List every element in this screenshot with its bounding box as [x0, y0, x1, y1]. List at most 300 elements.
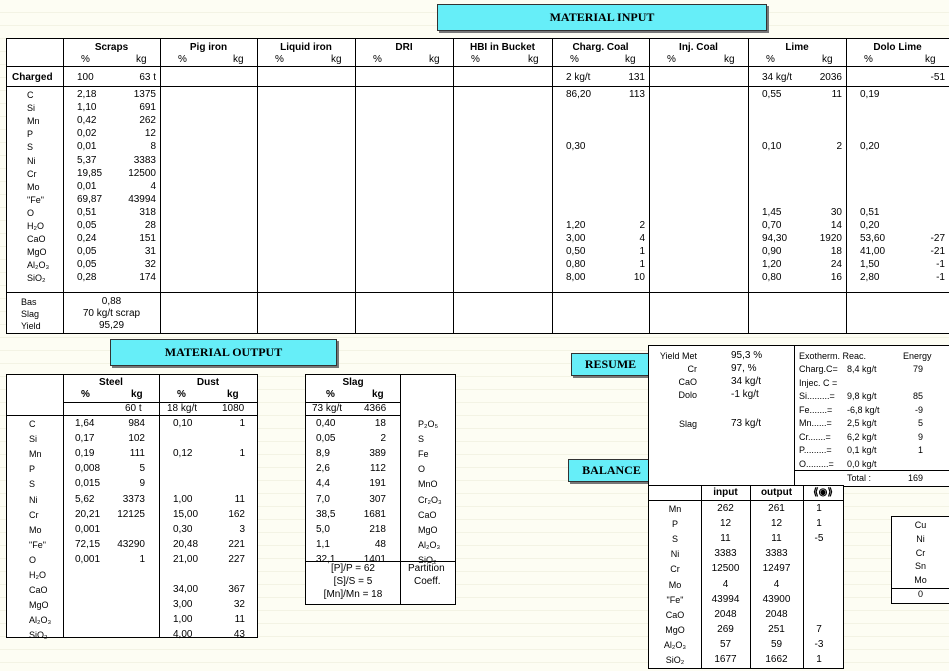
slag-compound-label: Fe — [418, 449, 429, 460]
input-cell: 30 — [830, 206, 842, 218]
steel-dust-cell: 1,00 — [173, 493, 193, 505]
element-label: S — [27, 142, 34, 153]
steel-dust-cell: 0,19 — [75, 448, 95, 460]
exotherm-value: 0,0 kg/t — [847, 458, 877, 469]
input-cell: 691 — [139, 102, 156, 114]
steel-dust-cell: 102 — [128, 433, 145, 445]
input-cell: 0,51 — [860, 206, 880, 218]
grid-line — [552, 39, 553, 333]
input-cell: 0,42 — [77, 115, 97, 127]
balance-delta-value: -5 — [814, 533, 824, 545]
balance-input-value: 12500 — [711, 563, 740, 575]
total-label: Total : — [847, 473, 872, 483]
input-cell: 1,45 — [762, 206, 782, 218]
slag-pct: 0,05 — [316, 433, 336, 445]
input-cell: 1,10 — [77, 102, 97, 114]
input-cell: 0,30 — [566, 141, 586, 153]
input-cell: 12500 — [128, 167, 156, 179]
steel-dust-cell: 5,62 — [75, 493, 95, 505]
grid-line — [892, 588, 949, 589]
element-label: "Fe" — [666, 594, 684, 605]
material-input-table — [6, 38, 949, 334]
exotherm-label: Charg.C= — [799, 364, 838, 374]
steel-dust-cell: 72,15 — [75, 538, 101, 550]
element-label: S — [29, 479, 36, 490]
input-cell: 12 — [144, 128, 156, 140]
element-label: SiO₂ — [29, 630, 48, 641]
balance-output-value: 1662 — [765, 654, 788, 665]
input-cell: 1,20 — [566, 220, 586, 231]
slag-kg-value: 307 — [369, 493, 386, 505]
charged-value: 2036 — [819, 72, 842, 83]
input-cell: 94,30 — [762, 233, 788, 245]
steel-dust-cell: 1,00 — [173, 614, 193, 626]
slag-compound-label: MnO — [418, 479, 438, 490]
slag-table — [305, 374, 456, 605]
resume-label: CaO — [678, 377, 697, 387]
slag-kg-value: 1681 — [363, 508, 386, 520]
balance-input-header: input — [713, 487, 738, 498]
input-cell: 0,19 — [860, 89, 880, 100]
footer-value: 70 kg/t scrap — [82, 308, 141, 319]
steel-dust-cell: 0,30 — [173, 523, 193, 535]
slag-kg-value: 218 — [369, 523, 386, 535]
slag-kg-value: 389 — [369, 448, 386, 460]
pct-subheader: % — [864, 54, 873, 65]
slag-kg-value: 2 — [380, 433, 386, 445]
steel-dust-cell: 15,00 — [173, 508, 199, 520]
pct-subheader: % — [570, 54, 579, 65]
resume-label: Cr — [687, 364, 697, 374]
exotherm-value: 6,2 kg/t — [847, 431, 877, 442]
grid-line — [748, 39, 749, 333]
input-cell: 24 — [830, 259, 842, 271]
energy-value: 85 — [912, 391, 923, 401]
balance-output-value: 12497 — [762, 563, 791, 575]
element-label: P — [671, 519, 678, 530]
input-cell: 113 — [629, 89, 645, 100]
side-list-item: Mo — [914, 575, 927, 586]
element-label: CaO — [665, 609, 685, 620]
kg-subheader: kg — [227, 389, 239, 400]
resume-value: 95,3 % — [731, 350, 763, 361]
charged-value: 34 kg/t — [762, 72, 793, 83]
side-list-item: 0 — [917, 589, 923, 599]
balance-input-value: 269 — [717, 623, 734, 635]
kg-subheader: kg — [724, 54, 735, 65]
charged-value: 2 kg/t — [566, 72, 591, 83]
input-column-header: Inj. Coal — [679, 42, 718, 53]
side-list-item: Ni — [916, 533, 925, 544]
input-cell: 0,20 — [860, 141, 880, 153]
pct-subheader: % — [81, 54, 90, 65]
slag-compound-label: CaO — [418, 509, 437, 520]
resume-value: 73 kg/t — [731, 418, 762, 429]
input-cell: 69,87 — [77, 193, 103, 205]
input-cell: 174 — [139, 272, 156, 284]
balance-delta-value: -3 — [814, 638, 824, 650]
dust-kg: 1080 — [222, 403, 245, 414]
grid-line — [7, 292, 949, 293]
steel-dust-cell: 0,001 — [75, 523, 101, 535]
steel-dust-cell: 20,21 — [75, 508, 101, 520]
kg-subheader: kg — [925, 54, 936, 65]
energy-value: 9 — [917, 431, 923, 442]
footer-label: Yield — [21, 321, 41, 331]
balance-output-value: 3383 — [765, 548, 788, 560]
exotherm-value: 0,1 kg/t — [847, 445, 877, 455]
resume-header: RESUME — [571, 353, 650, 376]
input-column-header: Scraps — [94, 42, 129, 53]
input-cell: 151 — [139, 233, 156, 245]
steel-dust-cell: 3 — [239, 523, 245, 535]
element-label: H₂O — [27, 221, 44, 231]
kg-subheader: kg — [136, 54, 147, 65]
grid-line — [160, 39, 161, 333]
input-cell: 0,20 — [860, 220, 880, 231]
element-label: Mo — [29, 524, 42, 535]
balance-output-value: 261 — [768, 503, 785, 514]
steel-dust-cell: 0,008 — [75, 463, 101, 475]
steel-title: Steel — [99, 377, 123, 388]
input-cell: 86,20 — [566, 89, 592, 100]
balance-output-value: 4 — [773, 578, 780, 590]
balance-output-value: 12 — [770, 518, 783, 530]
input-cell: 1920 — [819, 233, 842, 245]
input-cell: 0,05 — [77, 259, 97, 271]
element-label: Mn — [29, 449, 42, 460]
grid-line — [306, 415, 400, 416]
input-cell: 41,00 — [860, 246, 886, 258]
dust-rate: 18 kg/t — [167, 403, 198, 414]
input-cell: 262 — [139, 115, 156, 127]
input-cell: 8 — [150, 141, 156, 153]
charged-value: 63 t — [139, 72, 156, 83]
grid-line — [794, 346, 795, 486]
input-column-header: Liquid iron — [280, 42, 332, 53]
input-cell: -21 — [930, 246, 945, 258]
exotherm-label: Cr.......= — [799, 431, 831, 442]
input-cell: 0,80 — [566, 259, 586, 271]
grid-line — [63, 39, 64, 333]
steel-dust-cell: 111 — [129, 448, 145, 460]
input-cell: 18 — [830, 246, 842, 258]
steel-dust-cell: 0,10 — [173, 418, 193, 429]
balance-output-header: output — [760, 487, 793, 498]
steel-dust-cell: 0,17 — [75, 433, 95, 445]
balance-input-value: 3383 — [714, 548, 737, 560]
steel-dust-cell: 3,00 — [173, 599, 193, 611]
input-cell: 16 — [830, 272, 842, 284]
steel-dust-cell: 3373 — [122, 493, 145, 505]
steel-dust-cell: 162 — [228, 508, 245, 520]
input-cell: 0,50 — [566, 246, 586, 258]
input-cell: 10 — [633, 272, 645, 284]
element-label: CaO — [27, 234, 46, 245]
balance-input-value: 4 — [722, 578, 729, 590]
steel-dust-cell: 1 — [139, 553, 145, 565]
exotherm-label: Si.........= — [799, 391, 835, 401]
element-label: CaO — [29, 585, 48, 596]
slag-pct: 1,1 — [316, 538, 330, 550]
input-cell: 1375 — [133, 89, 156, 100]
input-column-header: DRI — [395, 42, 413, 53]
slag-pct: 38,5 — [316, 508, 336, 520]
element-label: O — [29, 554, 37, 565]
grid-line — [7, 86, 949, 87]
slag-kg-value: 1401 — [363, 553, 386, 565]
steel-dust-cell: 11 — [234, 614, 245, 626]
slag-compound-label: Al₂O₃ — [418, 539, 441, 550]
kg-subheader: kg — [372, 389, 384, 400]
footer-value: 0,88 — [101, 296, 122, 307]
input-cell: 2 — [639, 220, 645, 231]
input-cell: 1,20 — [762, 259, 782, 271]
balance-input-value: 11 — [720, 533, 731, 545]
element-label: "Fe" — [29, 539, 46, 550]
input-cell: 8,00 — [566, 272, 586, 284]
footer-value: 95,29 — [98, 320, 125, 331]
grid-line — [257, 39, 258, 333]
slag-kg-value: 112 — [370, 463, 386, 475]
slag-kg: 4366 — [364, 403, 387, 414]
steel-dust-cell: 43290 — [117, 538, 145, 550]
steel-dust-cell: 0,001 — [75, 553, 101, 565]
partition-ratio: [S]/S = 5 — [333, 576, 373, 587]
slag-compound-label: O — [418, 464, 426, 475]
input-cell: 1,50 — [860, 259, 880, 271]
balance-output-value: 59 — [770, 638, 783, 650]
element-label: SiO₂ — [27, 273, 46, 284]
exotherm-title: Exotherm. Reac. — [799, 351, 867, 361]
input-cell: 0,01 — [77, 180, 97, 192]
exotherm-value: 2,5 kg/t — [847, 418, 877, 428]
input-cell: -1 — [936, 259, 945, 271]
grid-line — [846, 39, 847, 333]
energy-value: 1 — [917, 445, 923, 455]
energy-value: -9 — [914, 404, 923, 415]
slag-pct: 2,6 — [316, 463, 330, 475]
input-cell: 0,24 — [77, 233, 97, 245]
steel-tonnage: 60 t — [125, 403, 142, 414]
slag-kg-value: 18 — [374, 418, 386, 429]
input-cell: 43994 — [128, 193, 156, 205]
coeff-label: Coeff. — [414, 576, 441, 587]
balance-delta-value: 1 — [816, 654, 822, 665]
slag-pct: 7,0 — [316, 493, 330, 505]
element-label: Mn — [668, 504, 682, 514]
element-label: Si — [27, 103, 36, 114]
partition-ratio: [P]/P = 62 — [330, 563, 375, 574]
balance-input-value: 1677 — [714, 654, 737, 665]
element-label: Ni — [29, 494, 38, 505]
kg-subheader: kg — [233, 54, 244, 65]
element-label: Cr — [670, 564, 680, 575]
grid-line — [400, 375, 401, 604]
footer-label: Slag — [21, 309, 40, 319]
input-cell: 2,18 — [77, 89, 97, 100]
input-cell: 0,28 — [77, 272, 97, 284]
input-cell: 3,00 — [566, 233, 586, 245]
balance-output-value: 43900 — [762, 593, 791, 605]
balance-delta-value: 1 — [816, 518, 822, 530]
input-cell: 4 — [150, 180, 156, 192]
input-cell: 19,85 — [77, 167, 103, 179]
material-output-header: MATERIAL OUTPUT — [110, 339, 337, 366]
balance-delta-value: 1 — [816, 503, 822, 514]
balance-output-value: 251 — [768, 623, 785, 635]
energy-value: 5 — [917, 418, 923, 428]
input-cell: 1 — [639, 259, 645, 271]
steel-dust-table — [6, 374, 258, 641]
resume-value: 97, % — [731, 363, 757, 374]
balance-delta-icon: ⟪◉⟫ — [813, 487, 833, 498]
input-cell: -27 — [930, 233, 945, 245]
input-cell: 2 — [836, 141, 842, 153]
slag-compound-label: Cr₂O₃ — [418, 494, 442, 505]
balance-output-value: 11 — [771, 533, 782, 545]
input-column-header: HBI in Bucket — [469, 42, 535, 53]
input-cell: 318 — [139, 206, 156, 218]
steel-dust-cell: 4,00 — [173, 629, 193, 641]
balance-header: BALANCE — [568, 459, 655, 482]
input-cell: 1 — [639, 246, 645, 258]
input-cell: 32 — [144, 259, 156, 271]
input-cell: 53,60 — [860, 233, 886, 245]
exotherm-label: P.........= — [799, 445, 832, 455]
balance-delta-value: 7 — [816, 623, 822, 635]
steel-dust-cell: 11 — [234, 493, 245, 505]
input-cell: 0,90 — [762, 246, 782, 258]
input-column-header: Pig iron — [189, 42, 228, 53]
exotherm-label: Mn......= — [799, 418, 832, 428]
exotherm-value: 8,4 kg/t — [847, 364, 877, 374]
grid-line — [649, 500, 843, 501]
input-cell: 0,05 — [77, 246, 97, 258]
element-side-list — [891, 516, 949, 604]
steel-dust-cell: 1,64 — [75, 418, 95, 429]
slag-compound-label: SiO₂ — [418, 554, 437, 565]
pct-subheader: % — [373, 54, 382, 65]
energy-value: 79 — [912, 364, 923, 374]
footer-label: Bas — [21, 297, 37, 307]
partition-ratio: [Mn]/Mn = 18 — [323, 589, 383, 600]
exotherm-label: Fe.......= — [799, 404, 833, 415]
input-cell: 0,05 — [77, 220, 97, 231]
balance-input-value: 12 — [719, 518, 732, 530]
kg-subheader: kg — [131, 389, 143, 400]
element-label: C — [27, 90, 34, 100]
element-label: P — [29, 464, 36, 475]
steel-dust-cell: 367 — [228, 584, 245, 596]
side-list-item: Cu — [914, 520, 927, 530]
steel-dust-cell: 1 — [239, 448, 245, 460]
energy-total: 169 — [907, 473, 923, 483]
resume-label: Dolo — [678, 390, 697, 400]
element-label: Cr — [27, 168, 37, 179]
exotherm-value: 9,8 kg/t — [847, 391, 877, 401]
grid-line — [7, 415, 257, 416]
steel-dust-cell: 21,00 — [173, 553, 199, 565]
pct-subheader: % — [471, 54, 480, 65]
input-cell: 31 — [144, 246, 156, 258]
balance-table — [648, 485, 844, 669]
grid-line — [7, 66, 949, 67]
slag-compound-label: S — [418, 434, 425, 445]
input-column-header: Charg. Coal — [572, 42, 629, 53]
input-cell: 3383 — [133, 154, 156, 166]
side-list-item: Cr — [915, 547, 926, 558]
element-label: Al₂O₃ — [663, 639, 687, 650]
steel-dust-cell: 12125 — [117, 508, 145, 520]
resume-value: -1 kg/t — [731, 389, 759, 400]
balance-output-value: 2048 — [765, 608, 788, 620]
element-label: Si — [29, 434, 38, 445]
input-cell: 0,80 — [762, 272, 782, 284]
kg-subheader: kg — [429, 54, 440, 65]
exotherm-value: -6,8 kg/t — [847, 404, 880, 415]
grid-line — [355, 39, 356, 333]
partition-label: Partition — [408, 563, 445, 574]
slag-pct: 4,4 — [316, 478, 330, 490]
input-cell: 5,37 — [77, 154, 97, 166]
kg-subheader: kg — [331, 54, 342, 65]
pct-subheader: % — [667, 54, 676, 65]
dust-title: Dust — [196, 377, 220, 388]
kg-subheader: kg — [822, 54, 833, 65]
slag-kg-value: 48 — [374, 538, 386, 550]
element-label: Mo — [668, 579, 682, 590]
input-cell: 0,55 — [762, 89, 782, 100]
input-cell: 2,80 — [860, 272, 880, 284]
element-label: Al₂O₃ — [29, 615, 52, 626]
steel-dust-cell: 984 — [128, 418, 145, 429]
steel-dust-cell: 0,12 — [173, 448, 193, 460]
energy-title: Energy — [903, 351, 932, 361]
charged-value: -51 — [930, 72, 945, 83]
steel-dust-cell: 20,48 — [173, 538, 199, 550]
element-label: Cr — [29, 509, 39, 520]
element-label: MgO — [29, 600, 49, 611]
material-input-header: MATERIAL INPUT — [437, 4, 767, 31]
charged-label: Charged — [12, 72, 53, 83]
exotherm-label: Injec. C = — [799, 377, 838, 388]
slag-pct: 32,1 — [316, 553, 336, 565]
charged-value: 131 — [628, 72, 645, 83]
side-list-item: Sn — [914, 561, 926, 572]
steel-dust-cell: 34,00 — [173, 584, 199, 596]
element-label: P — [27, 129, 34, 140]
slag-pct: 5,0 — [316, 523, 330, 535]
element-label: C — [29, 419, 36, 429]
pct-subheader: % — [766, 54, 775, 65]
pct-subheader: % — [177, 389, 186, 400]
grid-line — [453, 39, 454, 333]
element-label: MgO — [27, 247, 47, 258]
balance-input-value: 2048 — [714, 608, 737, 620]
slag-title: Slag — [342, 377, 364, 388]
slag-kg-value: 191 — [369, 478, 386, 490]
steel-dust-cell: 9 — [139, 478, 145, 490]
pct-subheader: % — [275, 54, 284, 65]
steel-dust-cell: 5 — [139, 463, 145, 475]
input-cell: 4 — [639, 233, 645, 245]
steel-dust-cell: 32 — [233, 599, 245, 611]
element-label: S — [671, 534, 678, 545]
element-label: SiO₂ — [665, 655, 685, 665]
slag-compound-label: MgO — [418, 524, 438, 535]
input-cell: 11 — [831, 89, 842, 100]
